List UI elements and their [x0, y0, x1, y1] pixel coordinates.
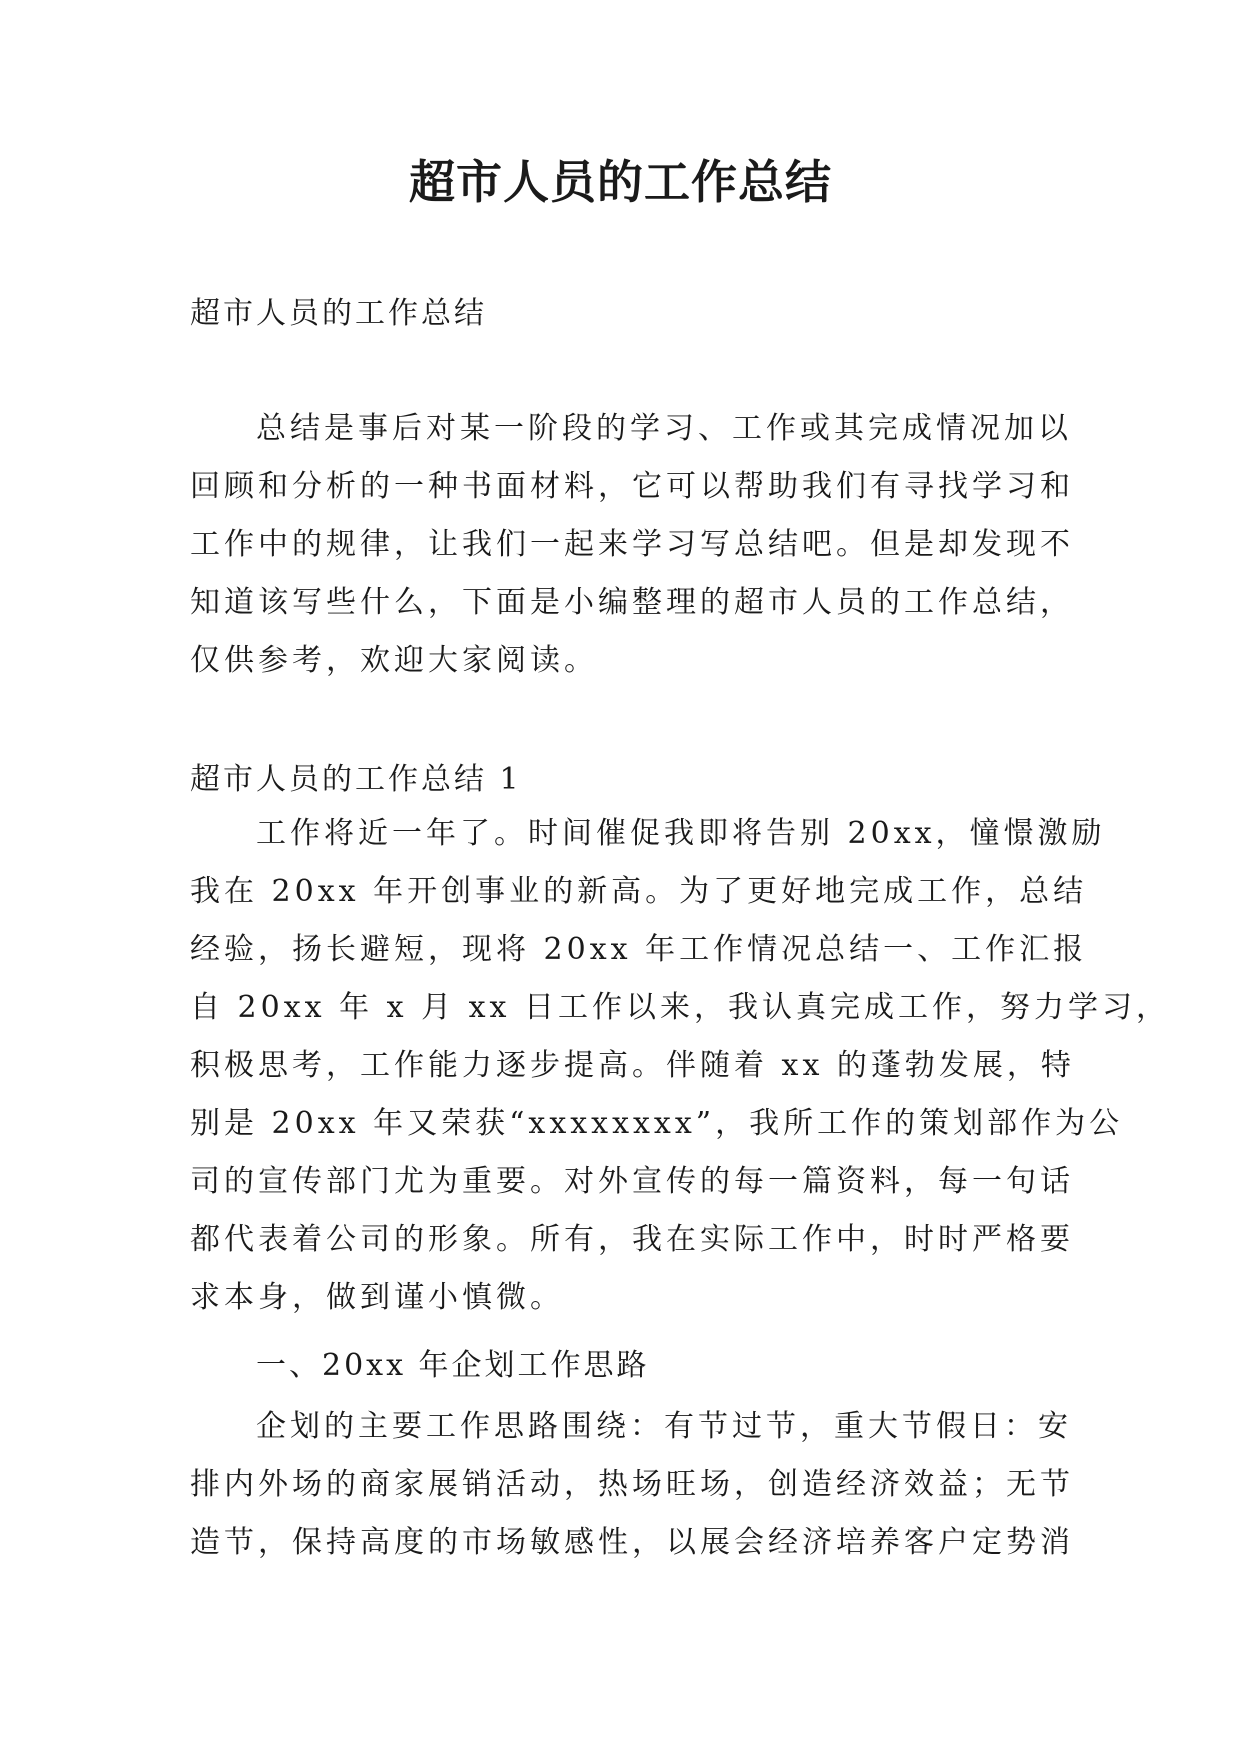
body-paragraph	[190, 805, 1170, 1327]
body-line: 都代表着公司的形象。所有，我在实际工作中，时时严格要	[190, 1222, 1074, 1257]
body-line: 我在 20xx 年开创事业的新高。为了更好地完成工作，总结	[190, 874, 1088, 909]
intro-line: 总结是事后对某一阶段的学习、工作或其完成情况加以	[256, 411, 1072, 446]
body-line: 求本身，做到谨小慎微。	[190, 1280, 564, 1315]
document-subtitle: 超市人员的工作总结	[190, 296, 487, 331]
body-line: 自 20xx 年 x 月 xx 日工作以来，我认真完成工作，努力学习，	[190, 990, 1170, 1025]
body-line: 积极思考，工作能力逐步提高。伴随着 xx 的蓬勃发展，特	[190, 1048, 1075, 1083]
plan-subheading: 一、20xx 年企划工作思路	[256, 1348, 650, 1383]
plan-line: 企划的主要工作思路围绕：有节过节，重大节假日：安	[256, 1409, 1072, 1444]
body-line: 经验，扬长避短，现将 20xx 年工作情况总结一、工作汇报	[190, 932, 1088, 967]
body-line: 工作将近一年了。时间催促我即将告别 20xx，憧憬激励	[256, 816, 1106, 851]
document-title: 超市人员的工作总结	[409, 155, 832, 209]
plan-paragraph	[190, 1398, 1074, 1572]
intro-line: 知道该写些什么，下面是小编整理的超市人员的工作总结，	[190, 585, 1074, 620]
body-line: 司的宣传部门尤为重要。对外宣传的每一篇资料，每一句话	[190, 1164, 1074, 1199]
intro-line: 回顾和分析的一种书面材料，它可以帮助我们有寻找学习和	[190, 469, 1074, 504]
body-line: 别是 20xx 年又荣获“xxxxxxxx”，我所工作的策划部作为公	[190, 1106, 1124, 1141]
plan-line: 造节，保持高度的市场敏感性，以展会经济培养客户定势消	[190, 1525, 1074, 1560]
plan-line: 排内外场的商家展销活动，热场旺场，创造经济效益；无节	[190, 1467, 1074, 1502]
intro-line: 仅供参考，欢迎大家阅读。	[190, 643, 598, 678]
intro-paragraph	[190, 400, 1074, 690]
section-heading: 超市人员的工作总结 1	[190, 762, 522, 797]
intro-line: 工作中的规律，让我们一起来学习写总结吧。但是却发现不	[190, 527, 1074, 562]
